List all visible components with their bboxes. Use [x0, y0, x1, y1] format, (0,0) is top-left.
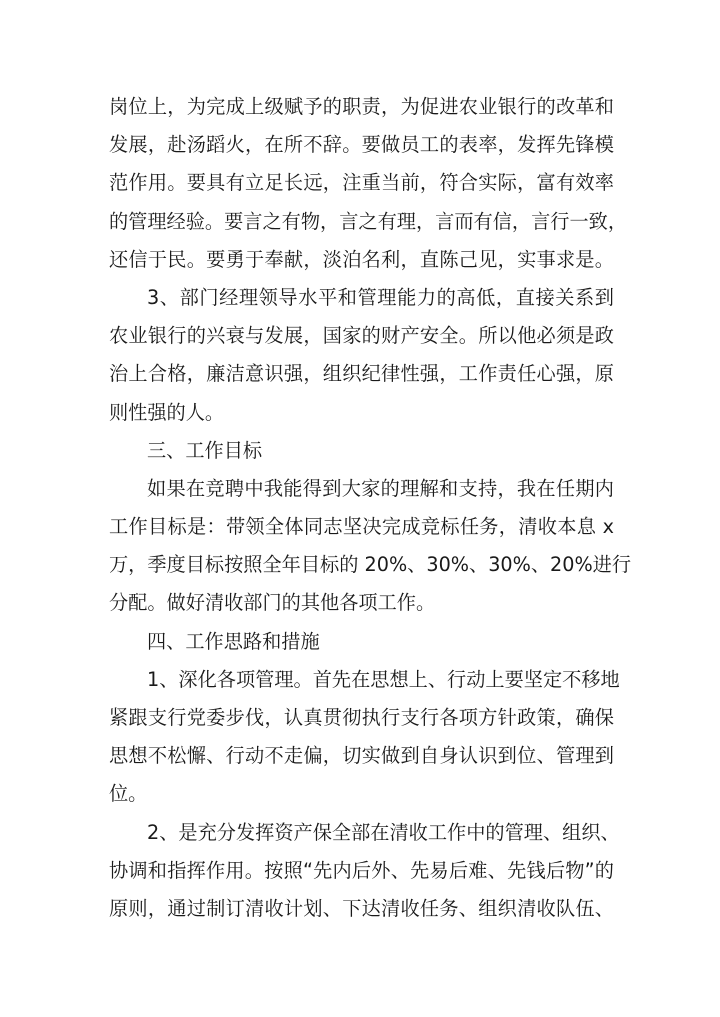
text-line: 三、工作目标 [147, 438, 263, 462]
text-line: 紧跟支行党委步伐，认真贯彻执行支行各项方针政策，确保 [109, 706, 614, 729]
text-line: 治上合格，廉洁意识强，组织纪律性强，工作责任心强，原 [109, 362, 614, 386]
text-line: 发展，赴汤蹈火，在所不辞。要做员工的表率，发挥先锋模 [109, 133, 614, 157]
text-line: 工作目标是：带领全体同志坚决完成竞标任务，清收本息 x [109, 515, 614, 539]
text-line: 思想不松懈、行动不走偏，切实做到自身认识到位、管理到 [109, 744, 614, 768]
text-line: 范作用。要具有立足长远，注重当前，符合实际，富有效率 [109, 171, 614, 195]
text-line: 万，季度目标按照全年目标的 20%、30%、30%、20%进行 [109, 553, 632, 577]
text-line: 岗位上，为完成上级赋予的职责，为促进农业银行的改革和 [109, 95, 614, 118]
text-line: 协调和指挥作用。按照“先内后外、先易后难、先钱后物”的 [109, 858, 614, 882]
text-line: 分配。做好清收部门的其他各项工作。 [109, 591, 436, 615]
text-line: 原则，通过制订清收计划、下达清收任务、组织清收队伍、 [109, 896, 614, 920]
text-line: 1、深化各项管理。首先在思想上、行动上要坚定不移地 [147, 667, 620, 691]
text-line: 农业银行的兴衰与发展，国家的财产安全。所以他必须是政 [109, 324, 614, 348]
text-line: 位。 [109, 782, 148, 806]
text-line: 还信于民。要勇于奉献，淡泊名利，直陈己见，实事求是。 [109, 247, 614, 271]
text-line: 的管理经验。要言之有物，言之有理，言而有信，言行一致， [109, 209, 628, 233]
document-body [109, 88, 632, 928]
text-line: 四、工作思路和措施 [147, 629, 320, 653]
text-line: 3、部门经理领导水平和管理能力的高低，直接关系到 [147, 285, 614, 309]
text-line: 则性强的人。 [109, 400, 225, 424]
text-line: 2、是充分发挥资产保全部在清收工作中的管理、组织、 [147, 820, 620, 844]
text-line: 如果在竞聘中我能得到大家的理解和支持，我在任期内 [147, 476, 614, 500]
